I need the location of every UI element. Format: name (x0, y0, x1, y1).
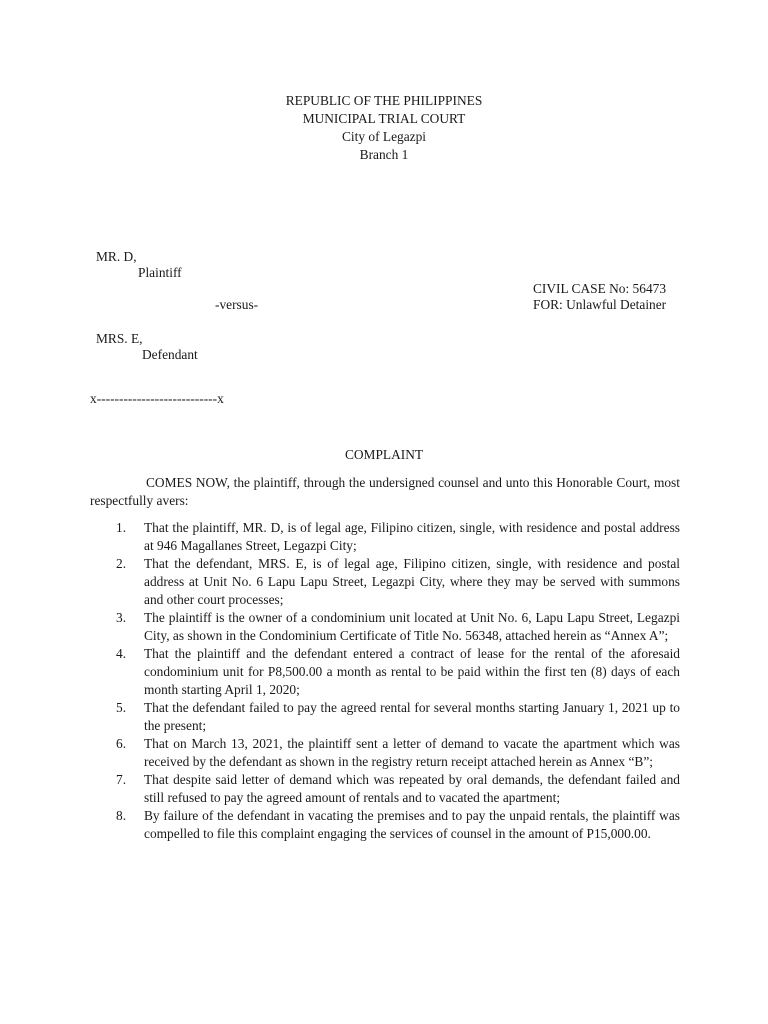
list-item (90, 807, 680, 843)
list-item (90, 735, 680, 771)
item-number: 4. (116, 646, 127, 661)
list-item (90, 609, 680, 645)
document-title: COMPLAINT (344, 447, 424, 462)
header-republic: REPUBLIC OF THE PHILIPPINES (285, 93, 483, 108)
list-item (90, 519, 680, 555)
item-number: 8. (116, 808, 127, 823)
versus-label: -versus- (215, 297, 259, 312)
item-number: 2. (116, 556, 127, 571)
item-text: That on March 13, 2021, the plaintiff sent a letter of demand to vacate the apartment which was received by the defendant as shown in the registry return receipt attached herein as Annex “B”; (144, 736, 680, 769)
item-number: 6. (116, 736, 127, 751)
item-number: 7. (116, 772, 127, 787)
list-item (90, 555, 680, 609)
defendant-name: MRS. E, (96, 331, 143, 346)
item-text: The plaintiff is the owner of a condominium unit located at Unit No. 6, Lapu Lapu Street, Legazpi City, as shown in the Condominium Certificate of Title No. 56348, attached herein as “Annex A”; (144, 610, 680, 643)
intro-paragraph (90, 474, 680, 510)
header-branch: Branch 1 (359, 147, 409, 162)
item-number: 1. (116, 520, 127, 535)
list-item (90, 645, 680, 699)
header-court: MUNICIPAL TRIAL COURT (302, 111, 466, 126)
item-text: That the defendant, MRS. E, is of legal age, Filipino citizen, single, with residence and postal address at Unit No. 6 Lapu Lapu Street, Legazpi City, where they may be served with summons and other court processes; (144, 556, 680, 607)
item-number: 3. (116, 610, 127, 625)
list-item (90, 771, 680, 807)
allegations-list (90, 519, 680, 843)
plaintiff-name: MR. D, (96, 249, 137, 264)
intro-text: COMES NOW, the plaintiff, through the undersigned counsel and unto this Honorable Court, most respectfully avers: (90, 475, 680, 508)
item-text: That despite said letter of demand which was repeated by oral demands, the defendant failed and still refused to pay the agreed amount of rentals and to vacated the apartment; (144, 772, 680, 805)
caption-separator: x---------------------------x (90, 391, 224, 406)
defendant-role: Defendant (142, 347, 198, 362)
case-number: CIVIL CASE No: 56473 (533, 281, 667, 296)
item-text: That the plaintiff and the defendant entered a contract of lease for the rental of the aforesaid condominium unit for P8,500.00 a month as rental to be paid within the first ten (8) days of each month starting April 1, 2020; (144, 646, 680, 697)
case-type: FOR: Unlawful Detainer (533, 297, 667, 312)
header-city: City of Legazpi (341, 129, 427, 144)
item-text: By failure of the defendant in vacating the premises and to pay the unpaid rentals, the plaintiff was compelled to file this complaint engaging the services of counsel in the amount of P15,000.00. (144, 808, 680, 841)
item-text: That the plaintiff, MR. D, is of legal age, Filipino citizen, single, with residence and postal address at 946 Magallanes Street, Legazpi City; (144, 520, 680, 553)
item-number: 5. (116, 700, 127, 715)
list-item (90, 699, 680, 735)
item-text: That the defendant failed to pay the agreed rental for several months starting January 1, 2021 up to the present; (144, 700, 680, 733)
plaintiff-role: Plaintiff (138, 265, 182, 280)
